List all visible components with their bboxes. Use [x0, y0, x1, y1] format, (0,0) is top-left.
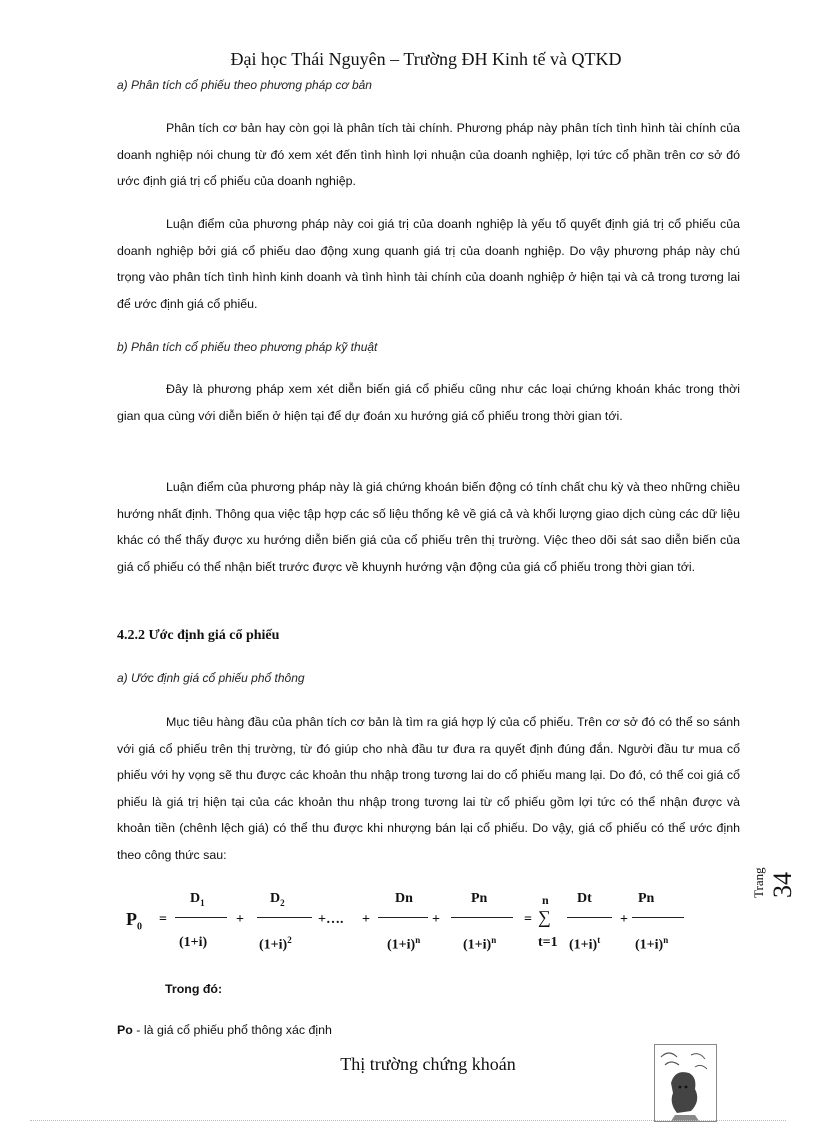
sigma-symbol: ∑ [538, 907, 551, 927]
formula-d1-numerator: $D_1$ [190, 891, 205, 908]
formula-pn-denominator: $(1+i)^n$ [463, 935, 497, 953]
header-title: Đại học Thái Nguyên – Trường ĐH Kinh tế và QTKD [230, 49, 622, 69]
formula-d2-numerator: $D_2$ [270, 891, 285, 908]
section-b-title: b) Phân tích cổ phiếu theo phương pháp kỹ thuật [117, 340, 378, 354]
page-bottom-rule [30, 1120, 786, 1121]
formula-pn2-denominator: $(1+i)^n$ [635, 935, 669, 953]
section-b-paragraph-1: Đây là phương pháp xem xét diễn biến giá cổ phiếu cũng như các loại chứng khoán khác trong thời gian qua cùng với diễn biến ở hiện tại để dự đoán xu hướng giá cổ phiếu trong thời gian tới. [117, 382, 740, 423]
fraction-line [378, 917, 428, 918]
page-number: 34 [768, 872, 797, 898]
fraction-line [451, 917, 513, 918]
section-b-paragraph-2: Luận điểm của phương pháp này là giá chứng khoán biến động có tính chất chu kỳ và theo những chiều hướng nhất định. Thông qua việc tập hợp các số liệu thống kê về giá cả và khối lượng giao dịch cùng các dữ liệu khác có thể thấy được xu hướng diễn biến giá của cổ phiếu trên thị trường. Việc theo dõi sát sao diễn biến của giá cổ phiếu có thể nhận biết trước được về khuynh hướng vận động của giá cổ phiếu trong thời gian tới. [117, 480, 740, 574]
fraction-line [257, 917, 312, 918]
section-heading-4-2-2: 4.2.2 Ước định giá cổ phiếu [117, 628, 280, 643]
footer-title: Thị trường chứng khoán [340, 1054, 516, 1074]
where-label: Trong đó: [165, 982, 223, 996]
section-422-paragraph-1: Mục tiêu hàng đầu của phân tích cơ bản là tìm ra giá hợp lý của cổ phiếu. Trên cơ sở đó có thể so sánh với giá cổ phiếu trên thị trường, từ đó giúp cho nhà đầu tư đưa ra quyết định đúng đắn. Người đầu tư mua cổ phiếu với hy vọng sẽ thu được các khoản thu nhập trong tương lai do cổ phiếu mang lại. Do đó, có thể coi giá cổ phiếu là giá trị hiện tại của các khoản thu nhập trong tương lai từ cổ phiếu gồm lợi tức có thể nhận được và khoản tiền (chênh lệch giá) có thể thu được khi nhượng bán lại cổ phiếu. Do vậy, giá cổ phiếu có thể ước định theo công thức sau: [117, 715, 740, 862]
girl-illustration-icon [655, 1045, 716, 1121]
formula-dt-denominator: $(1+i)^t$ [569, 935, 601, 953]
footer-illustration [654, 1044, 717, 1122]
formula-lhs: $P_0$ [126, 909, 142, 933]
stock-price-formula: $P_0$ = $D_1$ (1+i) + $D_2$ $(1+i)^2$ +…. + Dn $(1+i)^n$ + Pn $(1+i)^n$ = n ∑ t=1 Dt $(1+i)^t$ + Pn $(1+i)^n$ [0, 0, 816, 1123]
fraction-line [632, 917, 684, 918]
section-a-paragraph-2: Luận điểm của phương pháp này coi giá trị của doanh nghiệp là yếu tố quyết định giá trị cổ phiếu của doanh nghiệp bởi giá cổ phiếu dao động xung quanh giá trị của doanh nghiệp. Do vậy phương pháp này chú trọng vào phân tích tình hình kinh doanh và tình hình tài chính của doanh nghiệp ở hiện tại và cả trong tương lai để ước định giá cổ phiếu. [117, 217, 740, 311]
formula-d2-denominator: $(1+i)^2$ [259, 935, 292, 953]
section-a-title: a) Phân tích cổ phiếu theo phương pháp cơ bản [117, 78, 372, 92]
fraction-line [175, 917, 227, 918]
formula-dn-denominator: $(1+i)^n$ [387, 935, 421, 953]
section-422-sub-a: a) Ước định giá cổ phiếu phổ thông [117, 671, 305, 685]
section-a-paragraph-1: Phân tích cơ bản hay còn gọi là phân tích tài chính. Phương pháp này phân tích tình hình tài chính của doanh nghiệp nói chung từ đó xem xét đến tình hình lợi nhuận của doanh nghiệp, lợi tức cổ phần trên cơ sở đó ước định giá trị cổ phiếu của doanh nghiệp. [117, 121, 740, 188]
page-number-label: Trang 34 [751, 867, 797, 898]
fraction-line [567, 917, 612, 918]
po-definition: Po - là giá cổ phiếu phổ thông xác định [117, 1023, 332, 1037]
